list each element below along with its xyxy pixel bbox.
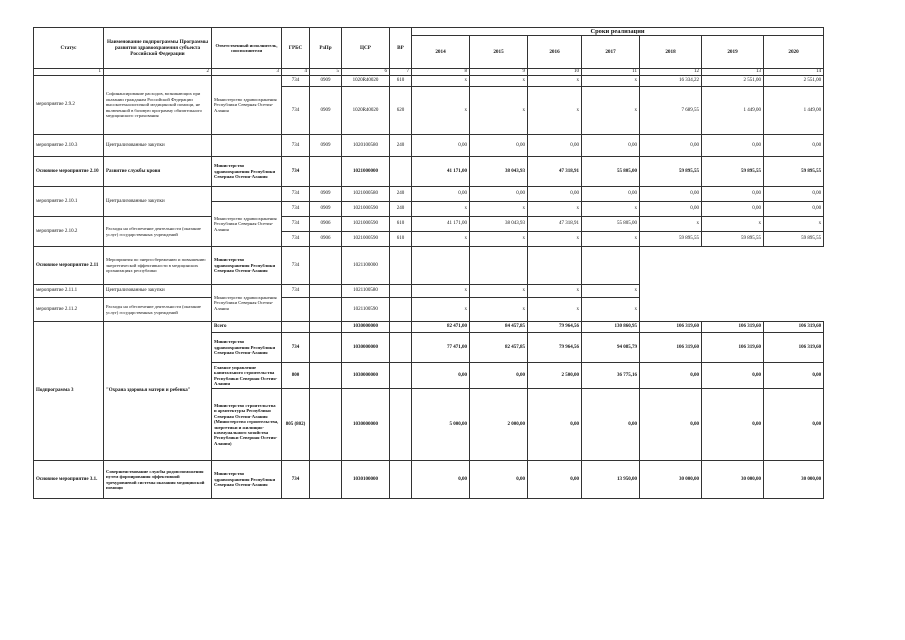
column-index: 12 [640, 69, 702, 76]
value-cell: 0,00 [412, 135, 470, 157]
rzpr-cell: 0909 [310, 87, 342, 135]
value-cell: 0,00 [640, 135, 702, 157]
value-cell [582, 247, 640, 285]
executor-cell: Министерство здравоохранения Республики Северная Осетия-Алания [212, 202, 282, 247]
table-row [34, 217, 824, 232]
value-cell: 38 043,93 [470, 157, 528, 187]
value-cell: 1 449,00 [764, 87, 824, 135]
year-header: 2015 [470, 36, 528, 69]
grbs-cell: 734 [282, 157, 310, 187]
value-cell: 0,00 [764, 135, 824, 157]
value-cell [470, 247, 528, 285]
value-cell: 0,00 [764, 363, 824, 389]
value-cell: 0,00 [764, 187, 824, 202]
csr-cell: 1020R40020 [342, 87, 390, 135]
value-cell: 47 318,91 [528, 157, 582, 187]
name-cell: Мероприятия по энергосбережению и повышению энергетической эффективности в медицинских организациях республики [104, 247, 212, 285]
grbs-cell [282, 298, 310, 322]
value-cell: х [470, 298, 528, 322]
executor-cell: Всего [212, 322, 282, 333]
csr-cell: 1021000590 [342, 202, 390, 217]
vr-cell [390, 247, 412, 285]
csr-cell: 1021100000 [342, 247, 390, 285]
vr-cell [390, 157, 412, 187]
value-cell: 0,00 [412, 461, 470, 499]
value-cell: 16 334,22 [640, 76, 702, 87]
status-cell: Подпрограмма 3 [34, 322, 104, 461]
status-cell: мероприятие 2.10.1 [34, 187, 104, 217]
value-cell: х [412, 285, 470, 298]
value-cell: 36 775,16 [582, 363, 640, 389]
year-header: 2016 [528, 36, 582, 69]
rzpr-cell: 0906 [310, 217, 342, 232]
value-cell: 0,00 [640, 187, 702, 202]
status-cell: мероприятие 2.11.2 [34, 298, 104, 322]
csr-cell: 1030000000 [342, 363, 390, 389]
status-cell: мероприятие 2.9.2 [34, 76, 104, 135]
column-index: 7 [390, 69, 412, 76]
vr-cell: 240 [390, 135, 412, 157]
year-header: 2018 [640, 36, 702, 69]
value-cell: 47 318,91 [528, 217, 582, 232]
value-cell: 0,00 [702, 135, 764, 157]
value-cell: х [582, 202, 640, 217]
executor-cell: Министерство здравоохранения Республики Северная Осетия-Алания [212, 76, 282, 135]
value-cell: 2 500,00 [528, 363, 582, 389]
year-header: 2017 [582, 36, 640, 69]
value-cell: 5 000,00 [412, 389, 470, 461]
value-cell: 59 895,55 [764, 232, 824, 247]
value-cell: 0,00 [470, 187, 528, 202]
value-cell: х [470, 87, 528, 135]
vr-cell: 610 [390, 232, 412, 247]
csr-cell: 1030000000 [342, 389, 390, 461]
grbs-cell: 805 (802) [282, 389, 310, 461]
csr-cell: 1030100000 [342, 461, 390, 499]
rzpr-cell [310, 247, 342, 285]
rzpr-cell: 0909 [310, 187, 342, 202]
value-cell: 59 895,55 [702, 232, 764, 247]
program-budget-table [33, 27, 824, 499]
year-header: 2014 [412, 36, 470, 69]
executor-cell: Главное управление капитального строительства Республики Северная Осетия-Алания [212, 363, 282, 389]
value-cell [412, 247, 470, 285]
vr-cell [390, 389, 412, 461]
value-cell: 59 895,55 [640, 232, 702, 247]
vr-cell: 240 [390, 187, 412, 202]
value-cell: х [412, 232, 470, 247]
rzpr-cell: 0906 [310, 232, 342, 247]
rzpr-cell [310, 461, 342, 499]
value-cell: 0,00 [412, 187, 470, 202]
value-cell: х [470, 202, 528, 217]
table-row [34, 187, 824, 202]
value-cell: 0,00 [582, 389, 640, 461]
col-status-header: Статус [34, 28, 104, 69]
value-cell: 106 319,60 [764, 333, 824, 363]
empty-cell [764, 285, 824, 298]
column-index: 9 [470, 69, 528, 76]
value-cell: 59 895,55 [640, 157, 702, 187]
value-cell: 41 171,00 [412, 157, 470, 187]
vr-cell: 620 [390, 87, 412, 135]
csr-cell: 1021000590 [342, 232, 390, 247]
value-cell: 106 319,60 [702, 333, 764, 363]
value-cell: 0,00 [702, 202, 764, 217]
value-cell: х [528, 232, 582, 247]
value-cell: 0,00 [528, 135, 582, 157]
value-cell: х [412, 87, 470, 135]
value-cell: х [702, 217, 764, 232]
grbs-cell [282, 322, 310, 333]
rzpr-cell [310, 389, 342, 461]
csr-cell: 1021100590 [342, 298, 390, 322]
name-cell: Централизованные закупки [104, 135, 212, 157]
csr-cell: 1021100580 [342, 285, 390, 298]
value-cell: х [582, 298, 640, 322]
column-index: 14 [764, 69, 824, 76]
rzpr-cell: 0909 [310, 202, 342, 217]
column-index: 3 [212, 69, 282, 76]
empty-cell [764, 247, 824, 285]
value-cell: х [470, 76, 528, 87]
name-cell: Развитие службы крови [104, 157, 212, 187]
rzpr-cell [310, 285, 342, 298]
year-header: 2020 [764, 36, 824, 69]
value-cell: 2 551,00 [764, 76, 824, 87]
name-cell: Расходы на обеспечение деятельности (оказание услуг) государственных учреждений [104, 217, 212, 247]
name-cell: Совершенствование службы родовспоможения путем формирования эффективной трехуровневой системы оказания медицинской помощи [104, 461, 212, 499]
rzpr-cell [310, 157, 342, 187]
vr-cell [390, 333, 412, 363]
rzpr-cell [310, 298, 342, 322]
column-index: 4 [282, 69, 310, 76]
grbs-cell: 734 [282, 202, 310, 217]
value-cell: 0,00 [764, 202, 824, 217]
value-cell: 0,00 [640, 363, 702, 389]
value-cell: 82 471,00 [412, 322, 470, 333]
value-cell: 0,00 [412, 363, 470, 389]
vr-cell: 240 [390, 202, 412, 217]
value-cell: х [582, 285, 640, 298]
empty-cell [702, 298, 764, 322]
value-cell: х [582, 76, 640, 87]
value-cell: х [528, 87, 582, 135]
empty-cell [764, 298, 824, 322]
value-cell: 2 000,00 [470, 389, 528, 461]
status-cell: мероприятие 2.10.2 [34, 217, 104, 247]
name-cell: Расходы на обеспечение деятельности (оказание услуг) государственных учреждений [104, 298, 212, 322]
value-cell: 2 551,00 [702, 76, 764, 87]
executor-cell: Министерство строительства и архитектуры Республики Северная Осетия-Алания (Министерство строительства, энергетики и жилищно-коммунального хозяйства Республики Северная Осетия-Алания) [212, 389, 282, 461]
vr-cell: 610 [390, 76, 412, 87]
value-cell: 79 964,56 [528, 322, 582, 333]
value-cell: 59 895,55 [702, 157, 764, 187]
csr-cell: 1021000000 [342, 157, 390, 187]
col-csr-header: ЦСР [342, 28, 390, 69]
column-index: 5 [310, 69, 342, 76]
value-cell: 41 171,00 [412, 217, 470, 232]
grbs-cell: 734 [282, 333, 310, 363]
value-cell: 0,00 [470, 135, 528, 157]
value-cell: х [412, 202, 470, 217]
value-cell: 82 457,85 [470, 333, 528, 363]
budget-document [33, 27, 823, 499]
value-cell: 38 043,93 [470, 217, 528, 232]
table-row [34, 157, 824, 187]
value-cell: х [528, 285, 582, 298]
value-cell: 59 895,55 [764, 157, 824, 187]
value-cell: 130 860,95 [582, 322, 640, 333]
column-index: 8 [412, 69, 470, 76]
csr-cell: 1030000000 [342, 333, 390, 363]
value-cell: 1 449,00 [702, 87, 764, 135]
column-index: 10 [528, 69, 582, 76]
value-cell: 0,00 [764, 389, 824, 461]
value-cell: 79 964,56 [528, 333, 582, 363]
value-cell: 0,00 [528, 389, 582, 461]
value-cell: х [412, 298, 470, 322]
rzpr-cell [310, 363, 342, 389]
value-cell: 55 805,00 [582, 217, 640, 232]
column-index: 13 [702, 69, 764, 76]
value-cell: 0,00 [702, 389, 764, 461]
empty-cell [640, 247, 702, 285]
table-row [34, 322, 824, 333]
col-grbs-header: ГРБС [282, 28, 310, 69]
executor-cell [212, 187, 282, 202]
status-cell: мероприятие 2.11.1 [34, 285, 104, 298]
executor-cell: Министерство здравоохранения Республики Северная Осетия-Алания [212, 333, 282, 363]
value-cell: 30 000,00 [702, 461, 764, 499]
empty-cell [702, 247, 764, 285]
grbs-cell: 734 [282, 285, 310, 298]
value-cell: 0,00 [582, 135, 640, 157]
value-cell: 7 689,55 [640, 87, 702, 135]
table-row [34, 298, 824, 322]
column-index: 1 [34, 69, 104, 76]
vr-cell [390, 298, 412, 322]
executor-cell: Министерство здравоохранения Республики Северная Осетия-Алания [212, 157, 282, 187]
col-name-header: Наименование подпрограммы Программы развития здравоохранения субъекта Российской Федерации [104, 28, 212, 69]
year-header: 2019 [702, 36, 764, 69]
grbs-cell: 734 [282, 247, 310, 285]
value-cell: 77 471,00 [412, 333, 470, 363]
value-cell: 30 000,00 [764, 461, 824, 499]
value-cell: 106 319,60 [640, 333, 702, 363]
column-index: 6 [342, 69, 390, 76]
value-cell [528, 247, 582, 285]
value-cell: 13 950,00 [582, 461, 640, 499]
value-cell: 94 085,79 [582, 333, 640, 363]
value-cell: х [412, 76, 470, 87]
name-cell: Централизованные закупки [104, 187, 212, 217]
vr-cell [390, 285, 412, 298]
value-cell: 30 000,00 [640, 461, 702, 499]
col-executor-header: Ответственный исполнитель, соисполнители [212, 28, 282, 69]
value-cell: х [470, 285, 528, 298]
value-cell: 55 805,00 [582, 157, 640, 187]
executor-cell: Министерство здравоохранения Республики Северная Осетия-Алания [212, 285, 282, 322]
csr-cell: 1020R40020 [342, 76, 390, 87]
value-cell: 106 319,60 [764, 322, 824, 333]
empty-cell [640, 285, 702, 298]
empty-cell [702, 285, 764, 298]
value-cell: 0,00 [702, 363, 764, 389]
rzpr-cell: 0909 [310, 76, 342, 87]
value-cell: х [640, 217, 702, 232]
vr-cell [390, 363, 412, 389]
col-rzpr-header: РзПр [310, 28, 342, 69]
grbs-cell: 734 [282, 217, 310, 232]
table-row [34, 135, 824, 157]
empty-cell [640, 298, 702, 322]
grbs-cell: 734 [282, 187, 310, 202]
value-cell: 0,00 [702, 187, 764, 202]
value-cell: 0,00 [640, 202, 702, 217]
terms-header: Сроки реализации [412, 28, 824, 36]
executor-cell: Министерство здравоохранения Республики Северная Осетия-Алания [212, 461, 282, 499]
csr-cell: 1021000590 [342, 217, 390, 232]
status-cell: мероприятие 2.10.3 [34, 135, 104, 157]
status-cell: Основное мероприятие 2.11 [34, 247, 104, 285]
name-cell: Централизованные закупки [104, 285, 212, 298]
status-cell: Основное мероприятие 2.10 [34, 157, 104, 187]
name-cell: "Охрана здоровья матери и ребенка" [104, 322, 212, 461]
value-cell: 0,00 [528, 461, 582, 499]
grbs-cell: 734 [282, 87, 310, 135]
value-cell: х [528, 202, 582, 217]
value-cell: 0,00 [640, 389, 702, 461]
rzpr-cell: 0909 [310, 135, 342, 157]
value-cell: 84 457,85 [470, 322, 528, 333]
col-vr-header: ВР [390, 28, 412, 69]
value-cell: х [764, 217, 824, 232]
status-cell: Основное мероприятие 3.1. [34, 461, 104, 499]
csr-cell: 1021000580 [342, 187, 390, 202]
value-cell: х [470, 232, 528, 247]
value-cell: х [528, 298, 582, 322]
grbs-cell: 800 [282, 363, 310, 389]
csr-cell: 1020100580 [342, 135, 390, 157]
column-index: 2 [104, 69, 212, 76]
grbs-cell: 734 [282, 135, 310, 157]
column-index: 11 [582, 69, 640, 76]
table-row [34, 76, 824, 87]
vr-cell [390, 461, 412, 499]
table-row [34, 461, 824, 499]
executor-cell [212, 135, 282, 157]
value-cell: 0,00 [528, 187, 582, 202]
rzpr-cell [310, 322, 342, 333]
value-cell: х [528, 76, 582, 87]
grbs-cell: 734 [282, 76, 310, 87]
value-cell: 106 319,60 [640, 322, 702, 333]
grbs-cell: 734 [282, 461, 310, 499]
grbs-cell: 734 [282, 232, 310, 247]
value-cell: 106 319,60 [702, 322, 764, 333]
value-cell: 0,00 [582, 187, 640, 202]
table-row [34, 247, 824, 285]
value-cell: х [582, 232, 640, 247]
table-row [34, 285, 824, 298]
value-cell: 0,00 [470, 461, 528, 499]
vr-cell [390, 322, 412, 333]
name-cell: Софинансирование расходов, возникающих при оказании гражданам Российской Федерации высокотехнологичной медицинской помощи, не включенной в базовую программу обязательного медицинского страхования [104, 76, 212, 135]
vr-cell: 610 [390, 217, 412, 232]
csr-cell: 1030000000 [342, 322, 390, 333]
rzpr-cell [310, 333, 342, 363]
value-cell: х [582, 87, 640, 135]
executor-cell: Министерство здравоохранения Республики Северная Осетия-Алания [212, 247, 282, 285]
value-cell: 0,00 [470, 363, 528, 389]
